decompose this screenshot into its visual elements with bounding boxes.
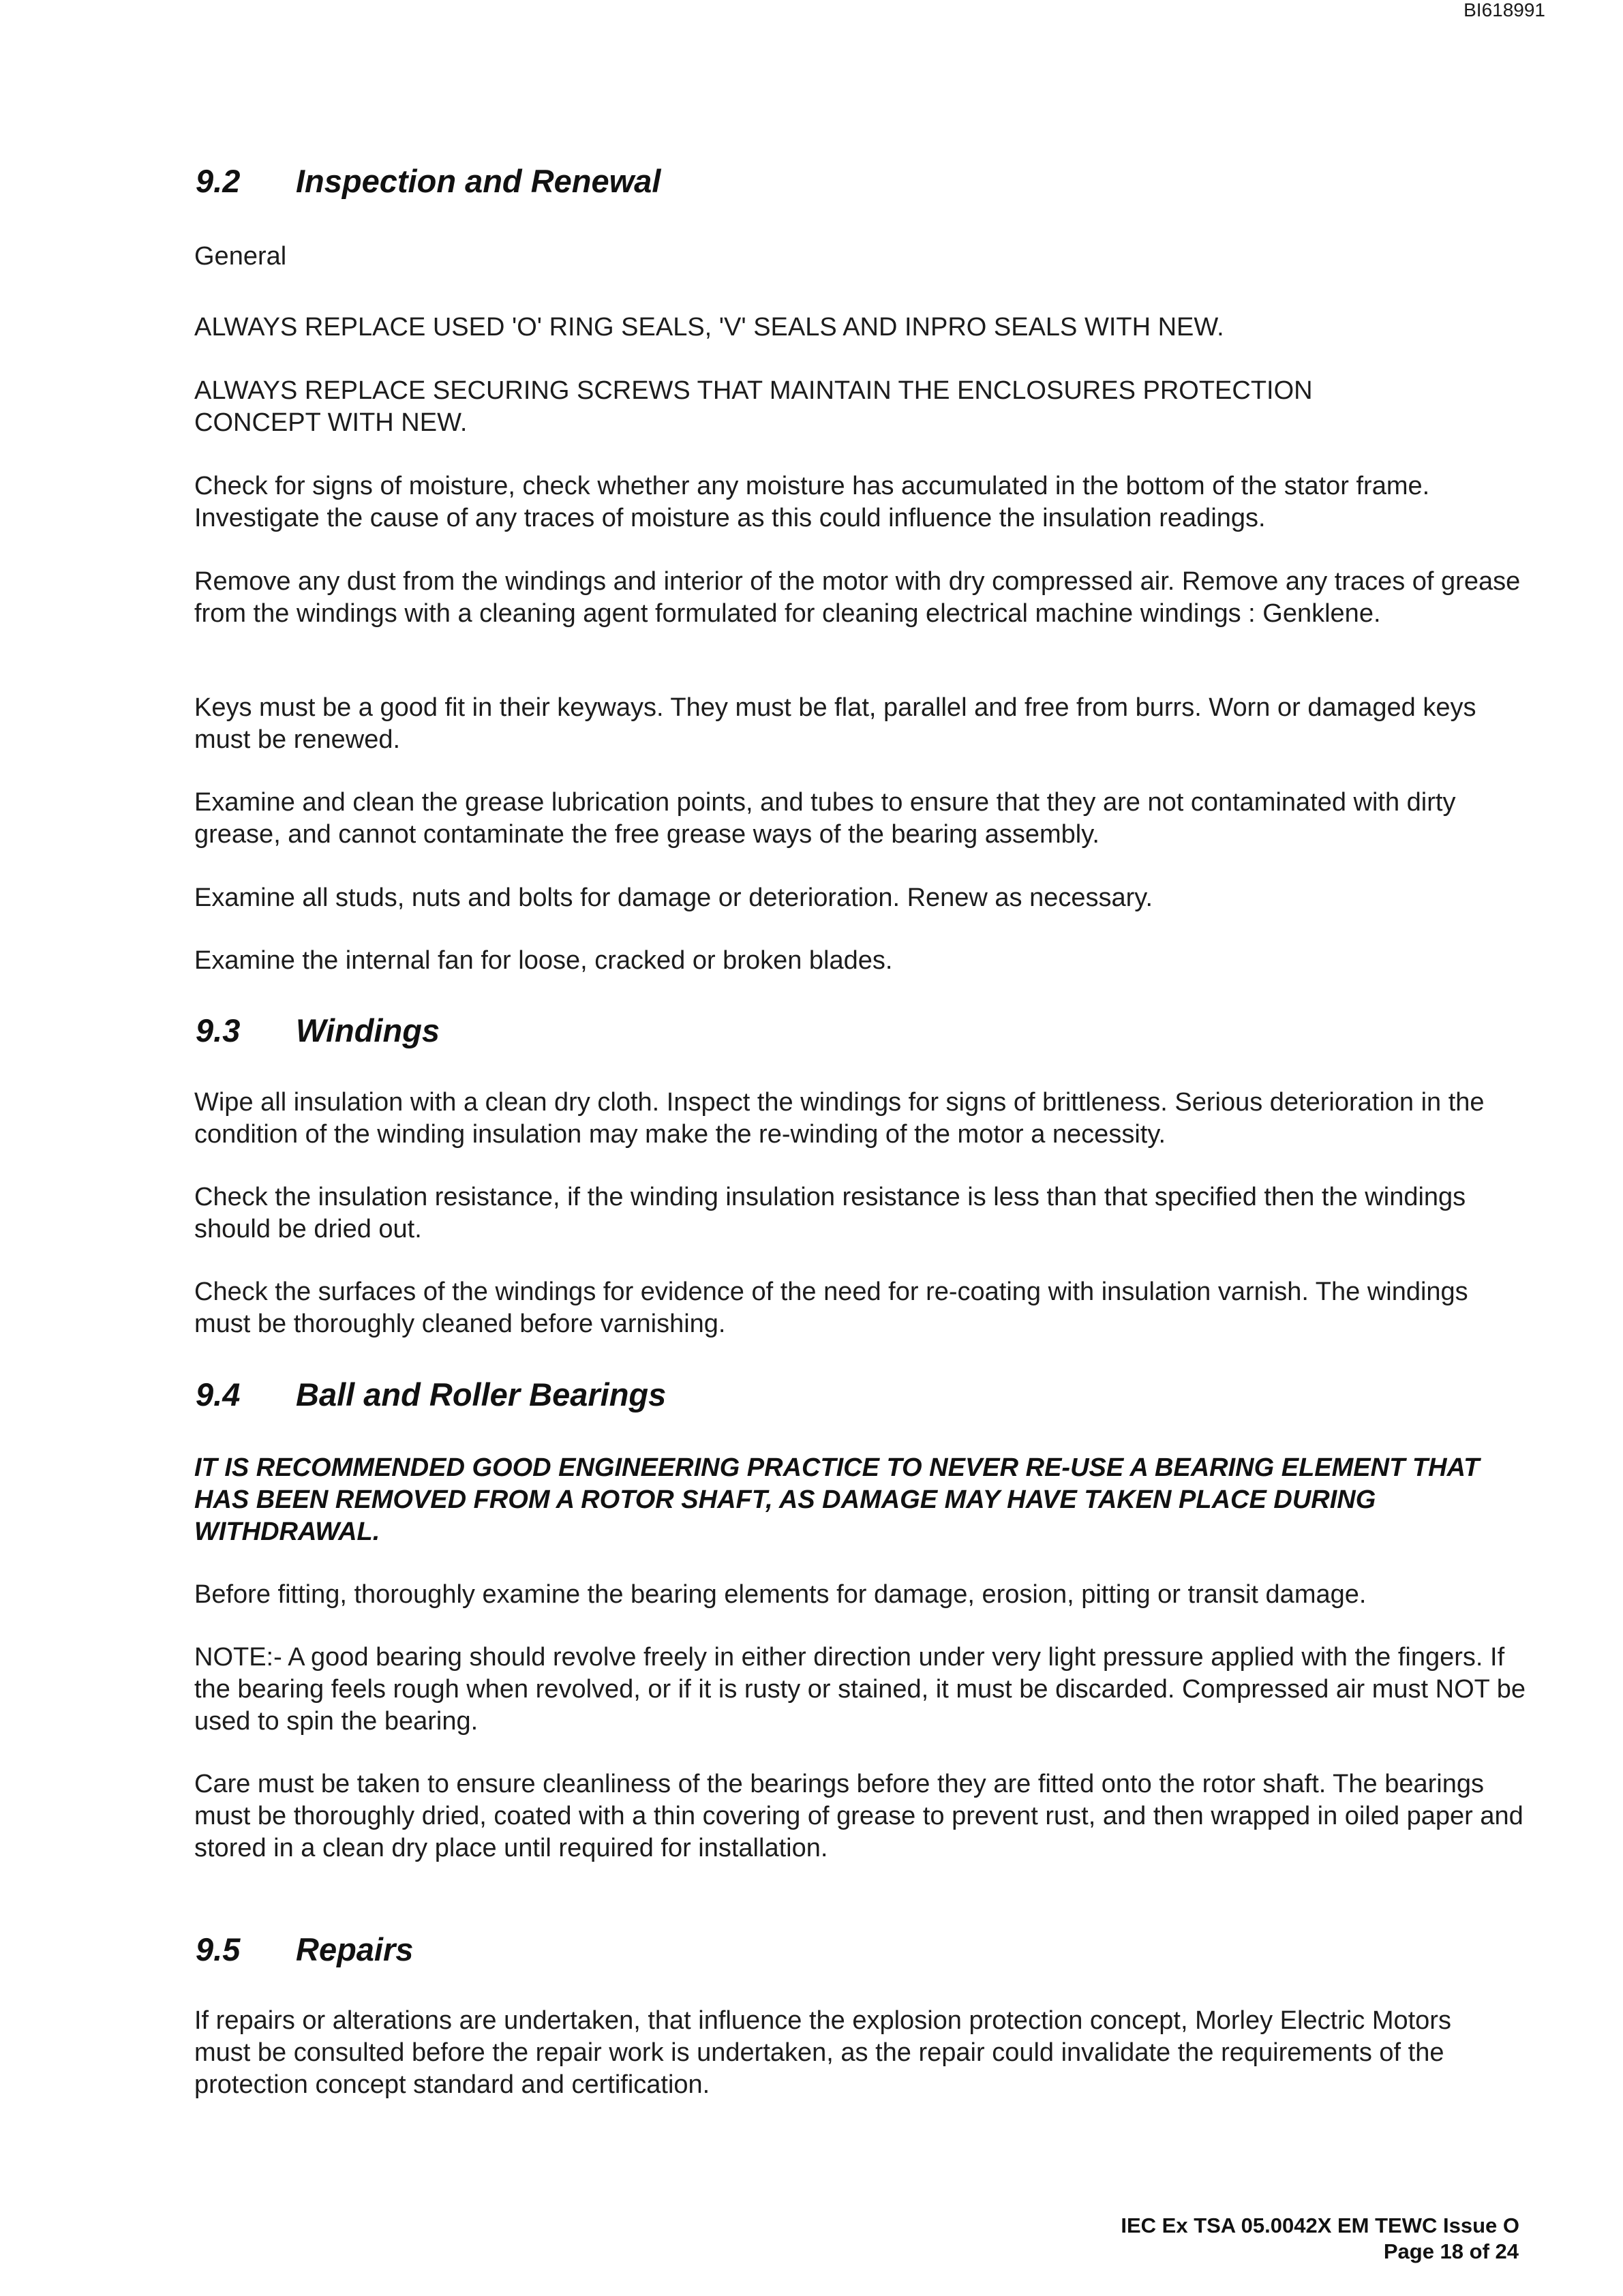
paragraph: ALWAYS REPLACE USED 'O' RING SEALS, 'V' SEALS AND INPRO SEALS WITH NEW. — [194, 313, 1224, 342]
paragraph: Before fitting, thoroughly examine the bearing elements for damage, erosion, pitting or transit damage. — [194, 1580, 1367, 1609]
document-reference: BI618991 — [1463, 0, 1545, 20]
paragraph: Check the insulation resistance, if the winding insulation resistance is less than that specified then the windings should be dried out. — [194, 1183, 1466, 1243]
section-number: 9.2 — [196, 163, 241, 199]
paragraph: If repairs or alterations are undertaken, that influence the explosion protection concept, Morley Electric Motors must be consulted before the repair work is undertaken, as the repair could invalidate the requirements of the protection concept standard and certification. — [194, 2006, 1451, 2099]
section-number: 9.5 — [196, 1931, 241, 1967]
section-heading-9-2 — [196, 162, 661, 200]
paragraph: Keys must be a good fit in their keyways. They must be flat, parallel and free from burrs. Worn or damaged keys must be renewed. — [194, 693, 1476, 754]
paragraph: Examine all studs, nuts and bolts for damage or deterioration. Renew as necessary. — [194, 883, 1153, 912]
section-title: Ball and Roller Bearings — [296, 1376, 667, 1413]
footer-page-number: Page 18 of 24 — [1383, 2239, 1519, 2263]
section-title: Windings — [296, 1012, 440, 1048]
section-heading-9-3 — [196, 1012, 440, 1050]
warning-paragraph: IT IS RECOMMENDED GOOD ENGINEERING PRACTICE TO NEVER RE-USE A BEARING ELEMENT THAT HAS BEEN REMOVED FROM A ROTOR SHAFT, AS DAMAGE MAY HAVE TAKEN PLACE DURING WITHDRAWAL. — [194, 1453, 1480, 1546]
paragraph: General — [194, 242, 287, 271]
section-title: Inspection and Renewal — [296, 163, 661, 199]
paragraph: Remove any dust from the windings and interior of the motor with dry compressed air. Remove any traces of grease from the windings with a cleaning agent formulated for cleaning electrical machine windings : Genklene. — [194, 567, 1521, 628]
section-heading-9-4 — [196, 1376, 666, 1414]
footer-certificate: IEC Ex TSA 05.0042X EM TEWC Issue O — [1121, 2214, 1519, 2237]
paragraph: ALWAYS REPLACE SECURING SCREWS THAT MAINTAIN THE ENCLOSURES PROTECTION CONCEPT WITH NEW. — [194, 376, 1313, 437]
section-heading-9-5 — [196, 1931, 413, 1969]
paragraph: Examine the internal fan for loose, cracked or broken blades. — [194, 946, 893, 975]
paragraph: Check for signs of moisture, check whether any moisture has accumulated in the bottom of the stator frame. Investigate the cause of any traces of moisture as this could influence the insulation readings. — [194, 472, 1430, 532]
paragraph: Wipe all insulation with a clean dry cloth. Inspect the windings for signs of brittleness. Serious deterioration in the condition of the winding insulation may make the re-winding of the motor a necessity. — [194, 1088, 1485, 1149]
paragraph: Check the surfaces of the windings for evidence of the need for re-coating with insulation varnish. The windings must be thoroughly cleaned before varnishing. — [194, 1278, 1468, 1338]
section-number: 9.4 — [196, 1376, 241, 1413]
paragraph: Care must be taken to ensure cleanliness of the bearings before they are fitted onto the rotor shaft. The bearings must be thoroughly dried, coated with a thin covering of grease to prevent rust, and then wrapped in oiled paper and stored in a clean dry place until required for installation. — [194, 1770, 1523, 1862]
paragraph: NOTE:- A good bearing should revolve freely in either direction under very light pressure applied with the fingers. If the bearing feels rough when revolved, or if it is rusty or stained, it must be discarded. Compressed air must NOT be used to spin the bearing. — [194, 1643, 1526, 1736]
paragraph: Examine and clean the grease lubrication points, and tubes to ensure that they are not contaminated with dirty grease, and cannot contaminate the free grease ways of the bearing assembly. — [194, 788, 1456, 849]
section-number: 9.3 — [196, 1012, 241, 1048]
section-title: Repairs — [296, 1931, 414, 1967]
